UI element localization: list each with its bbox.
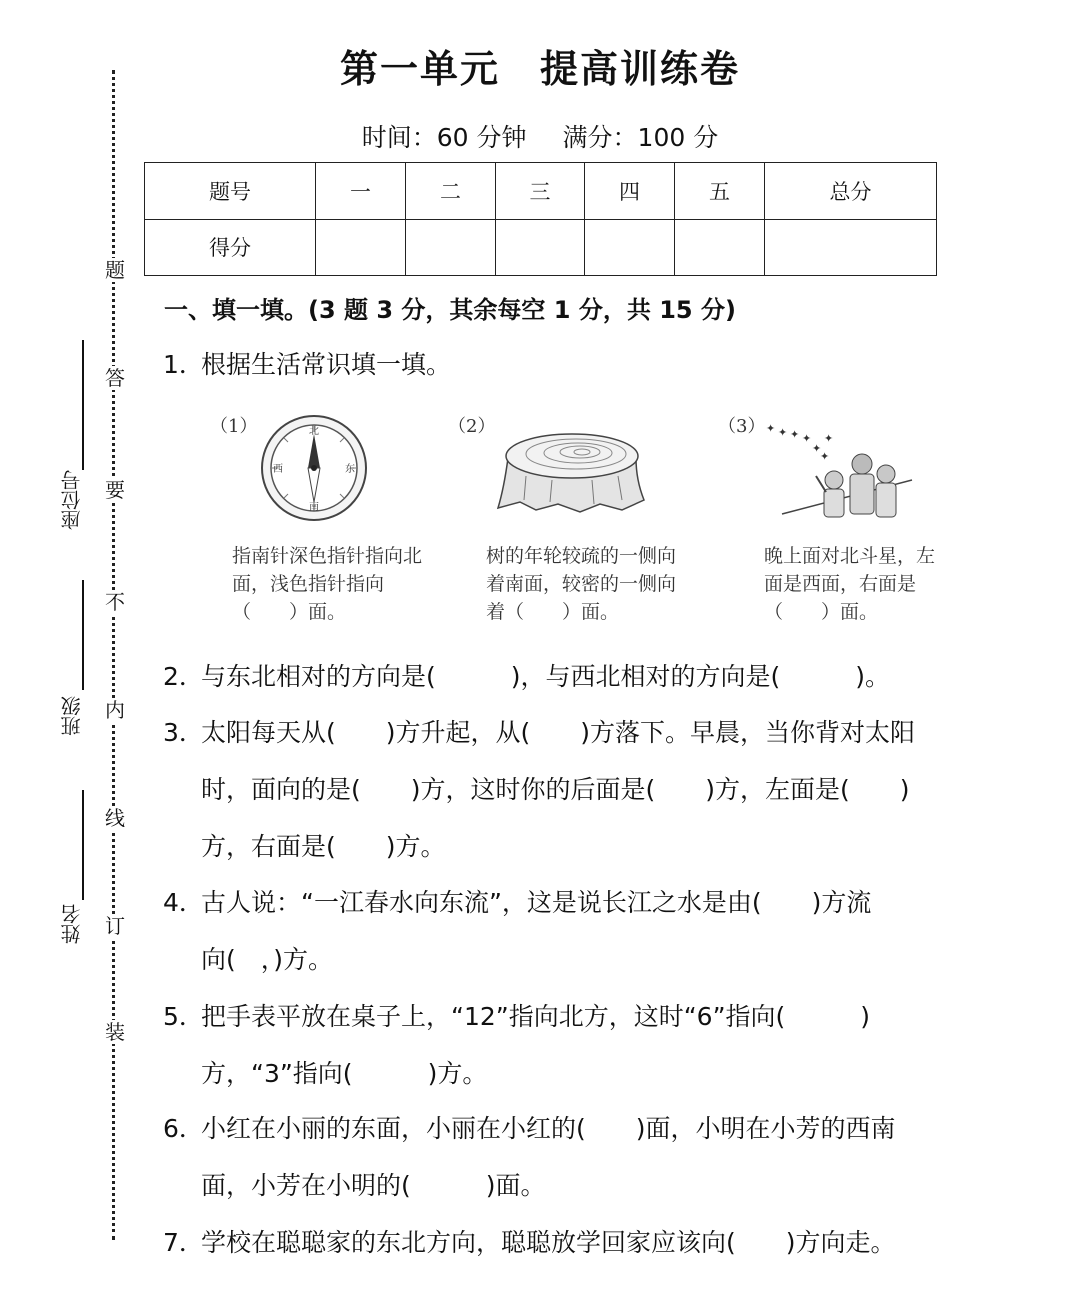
score-table [144, 162, 937, 276]
svg-text:✦: ✦ [802, 432, 812, 445]
question-1 [163, 336, 943, 393]
question-number: 3． [163, 718, 204, 747]
margin-char: 线 [105, 806, 125, 830]
question-6 [163, 1100, 943, 1214]
score-cell[interactable] [406, 219, 496, 276]
question-number: 5． [163, 1002, 204, 1031]
question-text: 学校在聪聪家的东北方向，聪聪放学回家应该向( )方向走。 [201, 1228, 896, 1257]
big-dipper-illustration [762, 418, 922, 526]
question-number: 1． [163, 350, 204, 379]
class-underline [82, 580, 84, 690]
time-limit: 时间：60 分钟 [361, 123, 527, 152]
compass-north-label: 北 [309, 426, 319, 437]
question-2 [163, 648, 943, 705]
score-cell[interactable] [585, 219, 675, 276]
table-header-cell: 三 [496, 163, 585, 220]
svg-text:✦: ✦ [790, 428, 800, 441]
svg-text:✦: ✦ [824, 432, 834, 445]
margin-char: 答 [105, 366, 125, 390]
question-text-line: 古人说：“一江春水向东流”，这是说长江之水是由( )方流 [201, 888, 872, 917]
svg-text:✦: ✦ [766, 422, 776, 435]
question-text-line: 方，右面是( )方。 [201, 832, 446, 861]
figure-caption: 树的年轮较疏的一侧向着南面，较密的一侧向着（ ）面。 [486, 545, 677, 623]
svg-text:✦: ✦ [812, 442, 822, 455]
score-cell[interactable] [496, 219, 585, 276]
name-underline [82, 790, 84, 900]
question-7 [163, 1214, 943, 1271]
figure-label: （3） [718, 416, 766, 437]
score-cell[interactable] [675, 219, 765, 276]
margin-char: 内 [105, 698, 125, 722]
question-text-line: 面，小芳在小明的( )面。 [201, 1171, 546, 1200]
name-label: 姓名 [60, 904, 84, 944]
compass-east-label: 东 [345, 464, 355, 475]
question-text: 与东北相对的方向是( )，与西北相对的方向是( )。 [201, 662, 891, 691]
compass-west-label: 西 [273, 464, 283, 475]
question-text-line: 把手表平放在桌子上，“12”指向北方，这时“6”指向( ) [201, 1002, 871, 1031]
svg-text:✦: ✦ [820, 450, 830, 463]
question-text-line: 时，面向的是( )方，这时你的后面是( )方，左面是( ) [201, 775, 910, 804]
full-score: 满分：100 分 [562, 123, 719, 152]
figure-caption: 指南针深色指针指向北面，浅色指针指向（ ）面。 [232, 545, 423, 623]
question-text-line: 太阳每天从( )方升起，从( )方落下。早晨，当你背对太阳 [201, 718, 916, 747]
page-title [0, 38, 1080, 93]
margin-char: 装 [105, 1020, 125, 1044]
figure-caption: 晚上面对北斗星，左面是西面，右面是（ ）面。 [764, 545, 936, 623]
svg-text:✦: ✦ [778, 426, 788, 439]
table-header-cell: 四 [585, 163, 675, 220]
class-label: 班级 [60, 696, 84, 736]
question-3 [163, 704, 943, 875]
question-text: 根据生活常识填一填。 [201, 350, 452, 379]
compass-south-label: 南 [309, 502, 319, 513]
question-5 [163, 988, 943, 1102]
section-heading: 一、填一填。(3 题 3 分，其余每空 1 分，共 15 分) [164, 296, 736, 324]
table-row [145, 163, 937, 220]
table-row-label: 得分 [145, 219, 316, 276]
margin-char: 要 [105, 478, 125, 502]
table-header-cell: 题号 [145, 163, 316, 220]
margin-char: 题 [105, 258, 125, 282]
margin-char: 订 [105, 914, 125, 938]
tree-stump-illustration [496, 428, 648, 514]
question-4 [163, 874, 943, 988]
question-text-line: 向( ，)方。 [201, 945, 334, 974]
table-header-cell: 二 [406, 163, 496, 220]
question-text-line: 方，“3”指向( )方。 [201, 1059, 488, 1088]
title-unit: 第一单元 [339, 47, 500, 91]
title-name: 提高训练卷 [540, 47, 741, 91]
table-header-cell: 一 [316, 163, 406, 220]
table-header-cell: 总分 [765, 163, 937, 220]
figure-label: （2） [448, 416, 496, 437]
binding-dotted-line [112, 70, 115, 1240]
score-cell[interactable] [316, 219, 406, 276]
seat-number-underline [82, 340, 84, 470]
compass-illustration [258, 412, 370, 524]
figure-label: （1） [210, 416, 258, 437]
exam-meta [0, 118, 1080, 154]
table-header-cell: 五 [675, 163, 765, 220]
seat-number-label: 座位号 [60, 470, 84, 530]
margin-char: 不 [105, 590, 125, 614]
score-cell[interactable] [765, 219, 937, 276]
question-number: 4． [163, 888, 204, 917]
question-number: 2． [163, 662, 204, 691]
question-text-line: 小红在小丽的东面，小丽在小红的( )面，小明在小芳的西南 [201, 1114, 896, 1143]
table-row [145, 219, 937, 276]
question-number: 6． [163, 1114, 204, 1143]
question-number: 7． [163, 1228, 204, 1257]
